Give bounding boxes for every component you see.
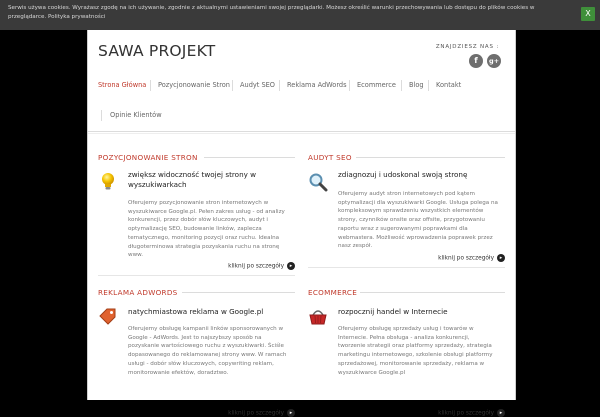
nav-separator (401, 80, 402, 91)
section-heading: natychmiastowa reklama w Google.pl (128, 307, 264, 316)
nav-separator (428, 80, 429, 91)
arrow-right-icon: ▸ (497, 409, 505, 417)
arrow-right-icon: ▸ (287, 409, 295, 417)
section-description: Oferujemy pozycjonowanie stron internetowych w wyszukiwarce Google.pl. Pełen zakres usług - od analizy konkurencji, przez dobór słów kluczowych, audyt i optymalizację SEO, budowanie linków, zaplecza tematycznego, monitoring pozycji oraz ruchu. Idealna długoterminowa strategia pozyskania ruchu na stronę www. (128, 200, 285, 259)
section-heading: zwiększ widoczność twojej strony w wyszukiwarkach (128, 170, 257, 189)
section-rule (204, 157, 295, 158)
nav-item-adwords[interactable]: Reklama AdWords (287, 81, 347, 89)
nav-divider (88, 133, 515, 134)
googleplus-icon[interactable]: g+ (487, 54, 501, 68)
section-rule (182, 292, 295, 293)
nav-separator (279, 80, 280, 91)
shopping-basket-icon (308, 307, 328, 327)
section-rule (356, 157, 505, 158)
section-heading: rozpocznij handel w Internecie (338, 307, 448, 316)
more-link[interactable] (438, 254, 505, 262)
price-tag-icon (98, 307, 118, 327)
arrow-right-icon: ▸ (287, 262, 295, 270)
section-ecommerce (308, 288, 505, 417)
section-audit (308, 153, 505, 278)
section-description: Oferujemy obsługę sprzedaży usług i towarów w Internecie. Pełna obsługa - analiza konkurencji, tworzenie strategii oraz platformy sprzedaży, strategia marketingu internetowego, szkolenie obsługi platformy sprzedażowej, monitorowanie sprzedaży, reklama w wyszukiwarce Google.pl (338, 326, 493, 376)
nav-item-blog[interactable]: Blog (409, 81, 424, 89)
facebook-icon[interactable]: f (469, 54, 483, 68)
nav-item-audit[interactable]: Audyt SEO (240, 81, 276, 89)
nav-item-ecommerce[interactable]: Ecommerce (357, 81, 396, 89)
nav-separator (101, 110, 102, 121)
more-link-label: kliknij po szczegóły (228, 263, 284, 270)
more-link[interactable] (228, 262, 295, 270)
section-description: Oferujemy obsługę kampanii linków sponsorowanych w Google - AdWords. Jest to najszybszy sposób na pozyskanie wartościowego ruchu z wyszukiwarki. Ściśle dopasowanego do reklamowanej strony www. W ramach usługi - dobór słów kluczowych, copywriting reklam, monitorowanie efektów, doradztwo. (128, 326, 287, 376)
site-logo[interactable]: SAWA PROJEKT (98, 42, 216, 60)
more-link-label: kliknij po szczegóły (228, 410, 284, 417)
nav-divider (88, 131, 515, 132)
more-link[interactable] (228, 409, 295, 417)
page-container (87, 30, 516, 417)
nav-item-contact[interactable]: Kontakt (436, 81, 462, 89)
social-label: ZNAJDZIESZ NAS : (435, 44, 499, 50)
section-title: POZYCJONOWANIE STRON (98, 153, 198, 162)
section-seo (98, 153, 295, 278)
section-title: ECOMMERCE (308, 288, 358, 297)
nav-separator (150, 80, 151, 91)
more-link[interactable] (438, 409, 505, 417)
lightbulb-icon (98, 172, 118, 192)
section-divider (98, 275, 295, 276)
section-title: AUDYT SEO (308, 153, 352, 162)
section-description: Oferujemy audyt stron internetowych pod kątem optymalizacji dla wyszukiwarki Google. Usługa polega na kompleksowym sprawdzeniu wszystkich elementów strony, czynników onsite oraz offsite, przygotowaniu raportu wraz z sugerowanymi poprawkami dla webmastera. Możliwość wprowadzenia poprawek przez nasz zespół. (338, 191, 498, 250)
nav-item-seo[interactable]: Pozycjonowanie Stron (158, 81, 230, 89)
cookie-text: Serwis używa cookies. Wyrażasz zgodę na ich używanie, zgodnie z aktualnymi ustawieniami swojej przeglądarki. Możesz określić warunki przechowywania lub dostępu do plików cookies w przeglądarce. Polityka prywatności (8, 5, 535, 20)
nav-separator (349, 80, 350, 91)
arrow-right-icon: ▸ (497, 254, 505, 262)
magnifier-icon (308, 172, 328, 192)
nav-item-reviews[interactable]: Opinie Klientów (110, 111, 162, 119)
cookie-bar (0, 0, 600, 30)
more-link-label: kliknij po szczegóły (438, 410, 494, 417)
nav-item-home[interactable]: Strona Główna (98, 81, 147, 89)
section-rule (360, 292, 505, 293)
cookie-close-button[interactable]: X (581, 7, 595, 21)
nav-separator (232, 80, 233, 91)
section-title: REKLAMA ADWORDS (98, 288, 178, 297)
section-heading: zdiagnozuj i udoskonal swoją stronę (338, 170, 468, 179)
section-adwords (98, 288, 295, 417)
more-link-label: kliknij po szczegóły (438, 255, 494, 262)
section-divider (308, 267, 505, 268)
